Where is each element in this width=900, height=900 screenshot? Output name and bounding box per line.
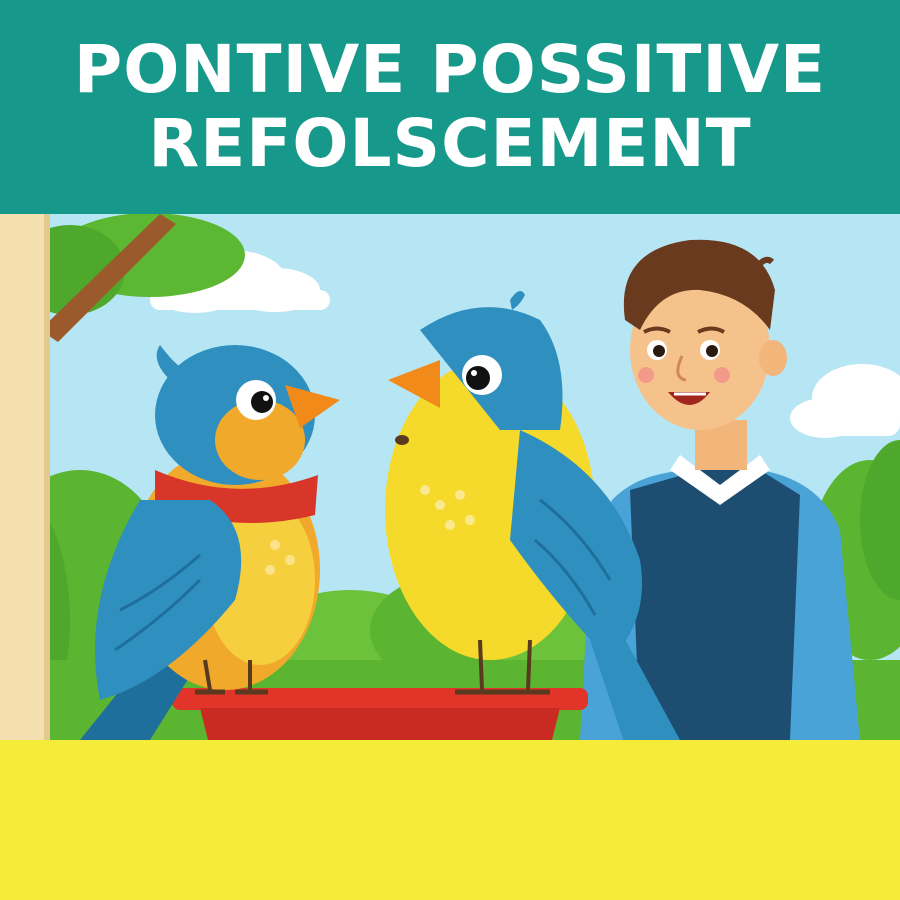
wooden-post: [0, 214, 48, 740]
seed-icon: [395, 435, 409, 445]
title-banner: [0, 0, 900, 214]
illustration-scene: [0, 214, 900, 740]
bird-feeder-icon: [172, 688, 588, 740]
title-line-1: PONTIVE POSSITIVE: [73, 31, 827, 108]
title-line-2: REFOLSCEMENT: [148, 105, 752, 182]
ground-band: [0, 740, 900, 900]
